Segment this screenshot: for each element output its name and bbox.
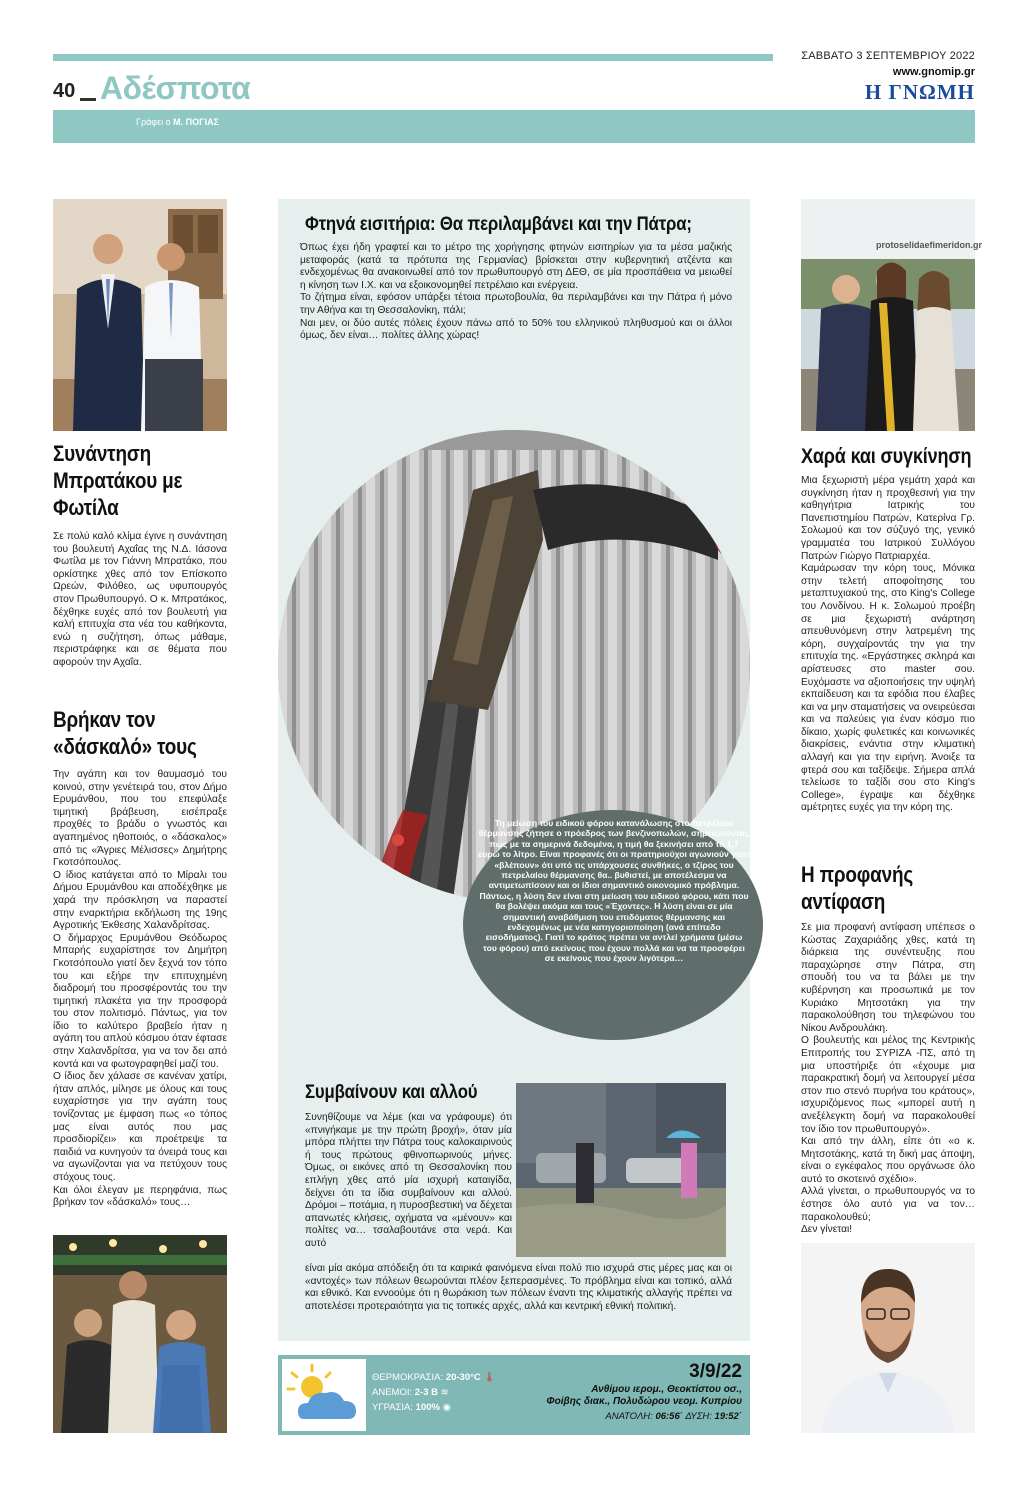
article-body-elsewhere: Συνηθίζουμε να λέμε (και να γράφουμε) ότι «πνιγήκαμε με την πρώτη βροχή», όταν μία μπόρα πλήττει την Πάτρα τους καλοκαιρινούς ή τους πρώτους φθινοπωρινούς μήνες. Όμως, οι εικόνες από τη Θεσσαλονίκη που επλήγη χθες από μία ισχυρή καταιγίδα, δείχνει ότι τα ίδια συμβαίνουν και αλλού. Δρόμοι – ποτάμια, η πυροσβεστική να δέχεται απανωτές κλήσεις, οχήματα να «μένουν» και πολίτες να… τσαλαβουτάνε στα νερά. Και αυτό: [305, 1112, 512, 1249]
paragraph: Καμάρωσαν την κόρη τους, Μόνικα στην τελετή αποφοίτησης του μεταπτυχιακού της, στο King's College του Λονδίνου. Η κ. Σολωμού προέβη σε μια ξεχωριστή ανάρτηση απευθυνόμενη στην λατρεμένη της κόρη, συγχαίροντάς την για την επιτυχία της. «Εργάστηκες σκληρά και αρίστευσες στο master σου. Ευχόμαστε να αξιοποιήσεις την υψηλή εκπαίδευση και τα εφόδια που έλαβες και να μην σταματήσεις να ονειρεύεσαι και να παλεύεις για έναν κόσμο πιο δίκαιο, χωρίς φυλετικές και κοινωνικές διακρίσεις, ενάντια στην κλιματική αλλαγή και για την ειρήνη. Άνοιξε τα φτερά σου και ταξίδεψε. Σήμερα απλά τελείωσε το ταξίδι σου στο King's College», έγραψε και δέχθηκε αμέτρητες ευχές για την κόρη της.: [801, 563, 975, 814]
weather-calendar: [520, 1360, 742, 1422]
article-body-meeting: Σε πολύ καλό κλίμα έγινε η συνάντηση του βουλευτή Αχαΐας της Ν.Δ. Ιάσονα Φωτίλα με τον Γιάννη Μπρατάκο, που ορκίστηκε χθες από τον Επίσκοπο Ωρεών, Φιλόθεο, ως υφυπουργός στον Πρωθυπουργό. Ο κ. Μπρατάκος, δέχθηκε ευχές από τον βουλευτή για καλή επιτυχία στα νέα του καθήκοντα, ενώ η συζήτηση, όπως μάθαμε, περιστράφηκε και σε θέματα που αφορούν την Αχαΐα.: [53, 531, 227, 668]
temperature-value: 20-30°C: [445, 1372, 481, 1383]
article-body-tickets: [300, 242, 732, 343]
wind-row: [372, 1385, 495, 1400]
article-title-teacher: Βρήκαν τον «δάσκαλό» τους: [53, 707, 197, 759]
sunset-label: ΔΥΣΗ:: [685, 1411, 712, 1422]
temperature-label: ΘΕΡΜΟΚΡΑΣΙΑ:: [372, 1372, 444, 1383]
thermometer-icon: 🌡: [483, 1372, 496, 1383]
wind-value: 2-3 B: [414, 1387, 438, 1398]
photo-credit: protoselidaefimeridon.gr: [876, 240, 983, 250]
sunrise-label: ΑΝΑΤΟΛΗ:: [605, 1411, 653, 1422]
issue-date: ΣΑΒΒΑΤΟ 3 ΣΕΠΤΕΜΒΡΙΟΥ 2022: [801, 50, 975, 62]
article-title-tickets: Φτηνά εισιτήρια: Θα περιλαμβάνει και την Πάτρα;: [305, 213, 692, 235]
article-body-teacher: [53, 769, 227, 1210]
wind-label: ΑΝΕΜΟΙ:: [372, 1387, 413, 1398]
photo-flooded-street: [516, 1083, 726, 1257]
name-days: [520, 1384, 742, 1408]
article-title-contradiction: Η προφανής αντίφαση: [801, 862, 914, 914]
temperature-row: [372, 1370, 495, 1385]
droplet-icon: ◉: [442, 1402, 451, 1413]
article-title-joy: Χαρά και συγκίνηση: [801, 445, 972, 468]
photo-graduation: [801, 199, 975, 431]
paragraph: Ο ίδιος κατάγεται από το Μίραλι του Δήμου Ερυμάνθου και αποδέχθηκε με χαρά την πρόσκληση να παραστεί στην εναρκτήρια εκδήλωση της 19ης Αγροτικής Έκθεσης Χαλανδρίτσας.: [53, 869, 227, 932]
website-link[interactable]: www.gnomip.gr: [892, 66, 975, 78]
sunrise-value: 06:56΄: [655, 1411, 683, 1422]
byline-prefix: Γράφει ο: [136, 117, 171, 127]
name-days-line: Ανθίμου ιερομ., Θεοκτίστου οσ.,: [591, 1384, 742, 1395]
paragraph: Και από την άλλη, είπε ότι «ο κ. Μητσοτάκης, κατά τη δική μας άποψη, είναι ο εγκέφαλος που οργάνωσε όλο αυτό το σκοτεινό σχέδιο».: [801, 1136, 975, 1185]
article-title-meeting: Συνάντηση Μπρατάκου με Φωτίλα: [53, 441, 183, 520]
article-body-contradiction: [801, 922, 975, 1237]
sun-times: [520, 1411, 742, 1422]
section-title: Αδέσποτα: [100, 70, 251, 106]
paragraph: Αλλά γίνεται, ο πρωθυπουργός να το έστησε όλο αυτό για να τον… παρακολουθεύ;: [801, 1186, 975, 1223]
photo-meeting: [53, 199, 227, 431]
paragraph: Την αγάπη και τον θαυμασμό του κοινού, στην γενέτειρά του, στον Δήμο Ερυμάνθου, που του επεφύλαξε τιμητική βράβευση, εισέπραξε προχθές το βράδυ ο γνωστός και αγαπημένος ηθοποιός, ο «δάσκαλος» από τις «Άγριες Μέλισσες» Δημήτρης Γκοτσόπουλος.: [53, 769, 227, 869]
weather-icon-box: [282, 1359, 366, 1431]
humidity-row: [372, 1400, 495, 1415]
article-title-elsewhere: Συμβαίνουν και αλλού: [305, 1081, 478, 1103]
masthead-info: [801, 50, 975, 105]
paragraph: Σε μια προφανή αντίφαση υπέπεσε ο Κώστας Ζαχαριάδης χθες, κατά τη διάρκεια της συνέντευξης που παραχώρησε στην Πάτρα, στη σπουδή του να τα βάλει με την κυβέρνηση και προσωπικά με τον Κυριάκο Μητσοτάκη για την παρακολούθηση του τηλεφώνου του Νίκου Ανδρουλάκη.: [801, 922, 975, 1034]
byline: [136, 117, 219, 127]
paragraph: Δεν γίνεται!: [801, 1224, 853, 1236]
weather-conditions: [372, 1370, 495, 1415]
page-number-underline: [80, 98, 96, 101]
partly-cloudy-icon: [282, 1359, 366, 1431]
weather-date: 3/9/22: [689, 1361, 742, 1382]
top-color-bar: [53, 54, 773, 61]
quote-text: Τη μείωση του ειδικού φόρου κατανάλωσης στο πετρέλαιο θέρμανσης ζήτησε ο πρόεδρος των βενζινοπωλών, σημειώνοντας πως με τα σημερινά δεδομένα, η τιμή θα ξεκινήσει από τα 1,7 ευρώ το λίτρο. Είναι προφανές ότι οι πρατηριούχοι αγωνιούν γιατί «βλέπουν» ότι υπό τις υπάρχουσες συνθήκες, ο τζίρος του πετρελαίου θέρμανσης θα.. βυθιστεί, με αποτέλεσμα να αντιμετωπίσουν και οι ίδιοι σημαντικό οικονομικό πρόβλημα. Πάντως, η λύση δεν είναι στη μείωση του ειδικού φόρου, κάτι που θα βολέψει ακόμα και τους «Έχοντες». Η λύση είναι σε μία σημαντική αναβάθμιση του επιδόματος θέρμανσης και ενδεχομένως με νέα κατηγοριοποίηση (ανά επίπεδο εισοδήματος). Γιατί το κράτος πρέπει να αντλεί χρήματα (μέσω του φόρου) από εκείνους που έχουν πολλά και να τα προσφέρει σε εκείνους που έχουν λιγότερα…: [478, 818, 750, 964]
paragraph: Το ζήτημα είναι, εφόσον υπάρξει τέτοια πρωτοβουλία, θα περιλαμβάνει και την Πάτρα ή μόνο την Αθήνα και τη Θεσσαλονίκη, πάλι;: [300, 292, 732, 316]
paragraph: Όπως έχει ήδη γραφτεί και το μέτρο της χορήγησης φτηνών εισιτηρίων για τα μέσα μαζικής μεταφοράς (κατά τα πρότυπα της Γερμανίας) βρίσκεται στην κυβερνητική ατζέντα και ενδεχομένως θα ανακοινωθεί από τον πρωθυπουργό στη ΔΕΘ, σε μία προσπάθεια να μειωθεί η κίνηση των Ι.Χ. και να εξοικονομηθεί πετρέλαιο και ενέργεια.: [300, 242, 732, 291]
byline-author: Μ. ΠΟΓΙΑΣ: [173, 117, 219, 127]
paragraph: Ο ίδιος δεν χάλασε σε κανέναν χατίρι, ήταν απλός, μίλησε με όλους και τους ευχαρίστησε για την αγάπη τους τονίζοντας με έμφαση πως «ο τόπος μας είναι αυτός που μας προσδιορίζει» και προέτρεψε τα παιδιά να κυνηγούν τα όνειρά τους και να αγωνίζονται για να πετύχουν τους στόχους τους.: [53, 1071, 227, 1183]
humidity-label: ΥΓΡΑΣΙΑ:: [372, 1402, 414, 1413]
paragraph: Και όλοι έλεγαν με περηφάνια, πως βρήκαν τον «δάσκαλό» τους…: [53, 1184, 227, 1209]
paragraph: Ο δήμαρχος Ερυμάνθου Θεόδωρος Μπαρής ευχαρίστησε τον Δημήτρη Γκοτσόπουλο γιατί δεν ξεχνά τον τόπο του και εξήρε την επιτυχημένη διαδρομή του προσφέροντάς του την τιμητική πλακέτα για την προσφορά του στον πολιτισμό. Πάντως, για τον ίδιο το καλύτερο βραβείο ήταν η αγάπη του απλού κόσμου όταν έφτασε στην Χαλανδρίτσα, για να τον δει από κοντά και να φωτογραφηθεί μαζί του.: [53, 932, 227, 1070]
humidity-value: 100%: [415, 1402, 440, 1413]
photo-actor-fans: [53, 1235, 227, 1433]
paragraph: Ο βουλευτής και μέλος της Κεντρικής Επιτροπής του ΣΥΡΙΖΑ -ΠΣ, από τη μια υποστήριξε ότι «έχουμε μια παρακρατική δομή να λειτουργεί μέσα στον πιο στενό πυρήνα του κράτους», ισχυριζόμενος πως «μπορεί αυτή η ανεξέλεγκτη δομή να παρακολουθεί τον ίδιο τον πρωθυπουργό».: [801, 1035, 975, 1135]
name-days-line: Φοίβης διακ., Πολυδώρου νεομ. Κυπρίου: [546, 1396, 742, 1407]
article-body-joy: [801, 475, 975, 815]
sunset-value: 19:52΄: [714, 1411, 742, 1422]
wind-icon: ≋: [440, 1387, 449, 1398]
paragraph: Ναι μεν, οι δύο αυτές πόλεις έχουν πάνω από το 50% του ελληνικού πληθυσμού και οι άλλοι όμως, δεν είναι… πολίτες άλλης χώρας!: [300, 317, 732, 342]
newspaper-logo: Η ΓΝΩΜΗ: [864, 80, 975, 104]
paragraph: Μια ξεχωριστή μέρα γεμάτη χαρά και συγκίνηση ήταν η προχθεσινή για την καθηγήτρια Ιατρικής του Πανεπιστημίου Πατρών, Κατερίνα Γρ. Σολωμού και τον σύζυγό της, γενικό γραμματέα του Ιατρικού Συλλόγου Πατρών Γιώργο Πατριαρχέα.: [801, 475, 975, 562]
page-number: 40: [53, 80, 76, 102]
photo-politician-portrait: [801, 1243, 975, 1433]
article-body-elsewhere-continued: είναι μία ακόμα απόδειξη ότι τα καιρικά φαινόμενα είναι πολύ πιο ισχυρά στις μέρες μας και οι «αντοχές» των πόλεων θεωρούνται πλέον ξεπερασμένες. Το πρόβλημα είναι και τοπικό, αλλά και εθνικό. Και εννοούμε ότι η θωράκιση των πόλεων έναντι της κλιματικής αλλαγής πρέπει να αποτελέσει προτεραιότητα για τις τοπικές αρχές, αλλά και κεντρική εθνική πολιτική.: [305, 1263, 732, 1312]
